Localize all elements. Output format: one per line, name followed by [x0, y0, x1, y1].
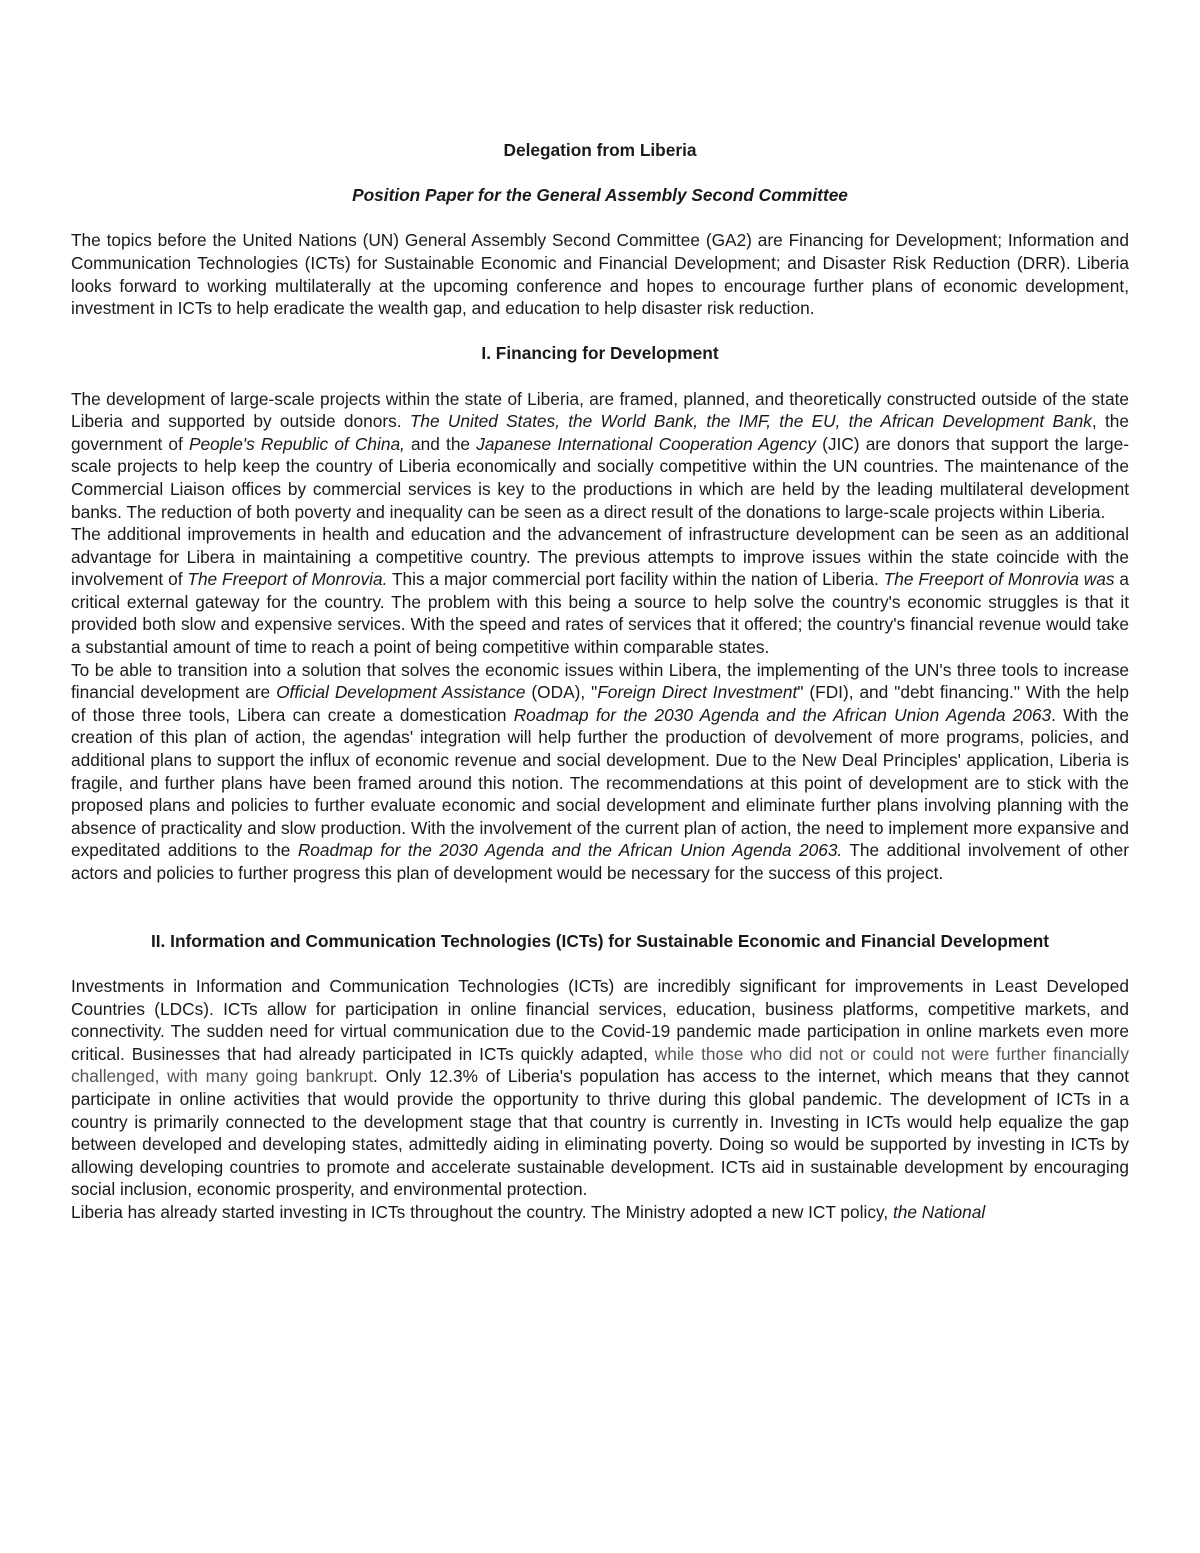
text-run: Investments in Information and Communication Technologies (ICTs) are incredibly significant for improvements in Least Developed Countries (LDCs). ICTs allow for participation in online financial services, education, business platforms, competitive markets, and connectivity. The sudden need for virtual communication due to the Covid-19 pandemic made participation in online markets even more critical. Businesses that had already participated in ICTs quickly adapted, [71, 975, 1129, 1064]
italic-run: Japanese International Cooperation Agency [476, 433, 816, 454]
text-run: The additional improvements in health and education and the advancement of infrastructure development can be seen as an additional advantage for Libera in maintaining a competitive country. The previous attempts to improve issues within the state coincide with the involvement of [71, 524, 1129, 590]
section-1-paragraph-3 [71, 659, 1129, 885]
text-run: . With the creation of this plan of action, the agendas' integration will help further the production of devolvement of more programs, policies, and additional plans to support the influx of economic revenue and social development. Due to the New Deal Principles' application, Liberia is fragile, and further plans have been framed around this notion. The recommendations at this point of development are to stick with the proposed plans and policies to further evaluate economic and social development and eliminate further plans involving planning with the absence of practicality and slow production. With the involvement of the current plan of action, the need to implement more expansive and expeditated additions to the [71, 704, 1129, 861]
text-run: (JIC) are donors that support the large-scale projects to help keep the country of Liberia economically and socially competitive within the UN countries. The maintenance of the Commercial Liaison offices by commercial services is key to the productions in which are held by the leading multilateral development banks. The reduction of both poverty and inequality can be seen as a direct result of the donations to large-scale projects within Liberia. [71, 433, 1130, 522]
text-run: , the government of [71, 411, 1129, 454]
document-title: Delegation from Liberia [503, 140, 697, 160]
section-2-paragraph-2 [71, 1201, 1129, 1224]
italic-run: Official Development Assistance [276, 682, 526, 703]
text-run: and the [404, 433, 477, 454]
italic-run: The United States, the World Bank, the IMF, the EU, the African Development Bank [409, 411, 1092, 432]
intro-paragraph: The topics before the United Nations (UN) General Assembly Second Committee (GA2) are Financing for Development; Information and Communication Technologies (ICTs) for Sustainable Economic and Financial Development; and Disaster Risk Reduction (DRR). Liberia looks forward to working multilaterally at the upcoming conference and hopes to encourage further plans of economic development, investment in ICTs to help eradicate the wealth gap, and education to help disaster risk reduction. [71, 230, 1129, 319]
section-1-heading: I. Financing for Development [481, 343, 719, 364]
section-2-paragraph-1 [71, 975, 1129, 1201]
italic-run: Roadmap for the 2030 Agenda and the African Union Agenda 2063. [297, 840, 843, 861]
section-2-heading: II. Information and Communication Technologies (ICTs) for Sustainable Economic and Financial Development [150, 930, 1050, 951]
text-run: (ODA), " [525, 682, 598, 703]
text-run: To be able to transition into a solution that solves the economic issues within Libera, the implementing of the UN's three tools to increase financial development are [71, 659, 1129, 703]
italic-run: People's Republic of China, [189, 433, 405, 454]
italic-run: the National [892, 1201, 986, 1222]
section-1-paragraph-2 [71, 523, 1129, 659]
text-run: This a major commercial port facility within the nation of Liberia. [387, 569, 884, 590]
text-run: The development of large-scale projects within the state of Liberia, are framed, planned, and theoretically constructed outside of the state Liberia and supported by outside donors. [71, 388, 1129, 432]
gray-text-run: while those who did not or could not were further financially challenged, with many going bankrupt [71, 1043, 1129, 1087]
text-run: . Only 12.3% of Liberia's population has access to the internet, which means that they cannot participate in online activities that would provide the opportunity to thrive during this global pandemic. The development of ICTs in a country is primarily connected to the development stage that that country is currently in. Investing in ICTs would help equalize the gap between developed and developing states, admittedly aiding in eliminating poverty. Doing so would be supported by investing in ICTs by allowing developing countries to promote and accelerate sustainable development. ICTs aid in sustainable development by encouraging social inclusion, economic prosperity, and environmental protection. [71, 1066, 1129, 1200]
italic-run: Foreign Direct Investment [597, 682, 798, 703]
text-run: " (FDI), and "debt financing." With the help of those three tools, Libera can create a domestication [71, 682, 1129, 725]
italic-run: The Freeport of Monrovia was [883, 569, 1115, 590]
text-run: a critical external gateway for the country. The problem with this being a source to help solve the country's economic struggles is that it provided both slow and expensive services. With the speed and rates of services that it offered; the country's financial revenue would take a substantial amount of time to reach a point of being competitive within comparable states. [71, 569, 1130, 658]
italic-run: The Freeport of Monrovia. [187, 569, 388, 590]
document-subtitle: Position Paper for the General Assembly Second Committee [352, 185, 848, 206]
text-run: The additional involvement of other actors and policies to further progress this plan of development would be necessary for the success of this project. [71, 840, 1129, 883]
section-1-paragraph-1 [71, 388, 1129, 524]
italic-run: Roadmap for the 2030 Agenda and the African Union Agenda 2063 [513, 704, 1052, 725]
text-run: Liberia has already started investing in ICTs throughout the country. The Ministry adopted a new ICT policy, [71, 1201, 893, 1222]
